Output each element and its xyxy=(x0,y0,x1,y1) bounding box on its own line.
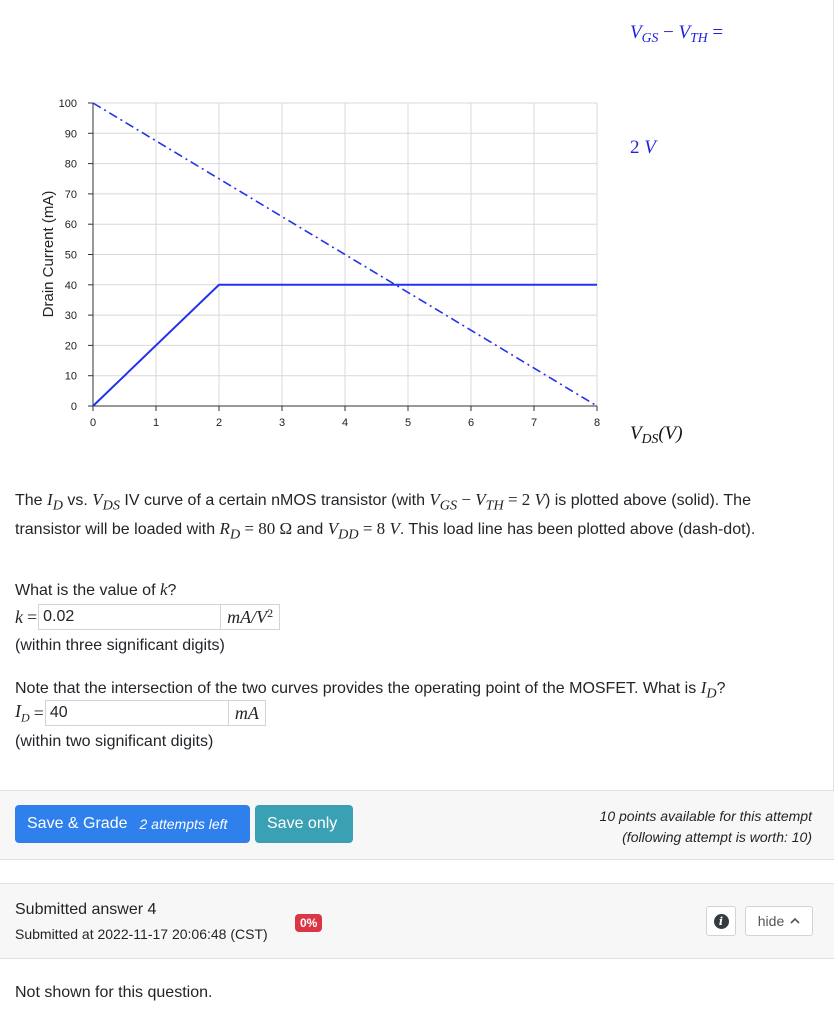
q2-prompt: Note that the intersection of the two curves provides the operating point of the MOSFET. What is $I_D$? xyxy=(15,678,726,702)
x-tick-label: 3 xyxy=(278,417,286,429)
y-axis-label: Drain Current (mA) xyxy=(40,190,57,318)
x-tick-label: 5 xyxy=(404,417,412,429)
q2-answer-row xyxy=(15,698,266,728)
submission-card xyxy=(0,883,834,1001)
score-badge: 0% xyxy=(295,914,322,932)
x-tick-label: 6 xyxy=(467,417,475,429)
chart-axes xyxy=(59,98,600,429)
x-tick-label: 4 xyxy=(341,417,349,429)
save-only-button[interactable]: Save only xyxy=(255,805,353,843)
attempts-left: 2 attempts left xyxy=(139,816,228,832)
id-input[interactable] xyxy=(45,700,229,726)
q1-prompt: What is the value of k? xyxy=(15,580,177,599)
submission-header xyxy=(0,884,834,959)
y-tick-label: 50 xyxy=(64,249,77,262)
x-tick-label: 7 xyxy=(530,417,538,429)
save-grade-button[interactable]: Save & Grade 2 attempts left xyxy=(15,805,250,843)
q1-var: k xyxy=(15,606,23,627)
q2-hint: (within two significant digits) xyxy=(15,733,214,750)
q1-answer-row xyxy=(15,602,280,632)
y-tick-label: 10 xyxy=(64,370,77,383)
curve-param-label: $V_{GS} - V_{TH}$ = xyxy=(630,22,724,45)
y-tick-label: 80 xyxy=(64,158,77,171)
submission-time: Submitted at 2022-11-17 20:06:48 (CST) xyxy=(15,926,268,942)
x-tick-label: 0 xyxy=(89,417,97,429)
problem-description: The $I_D$ vs. $V_{DS}$ IV curve of a certain nMOS transistor (with $V_{GS} - V_{TH} = 2$ V) is plotted above (solid). The transistor will be loaded with $R_D = 80$ Ω and $V_{DD} = 8$ V. This load line has been plotted above (dash-dot). xyxy=(15,490,756,543)
y-tick-label: 60 xyxy=(64,219,77,232)
y-tick-label: 70 xyxy=(64,188,77,201)
k-input[interactable] xyxy=(38,604,221,630)
submission-title: Submitted answer 4 xyxy=(15,901,157,918)
hide-button[interactable]: hide xyxy=(745,906,813,936)
curve-value-label: 2 V xyxy=(630,137,656,158)
y-tick-label: 20 xyxy=(64,340,77,353)
y-tick-label: 30 xyxy=(64,310,77,323)
x-tick-label: 8 xyxy=(593,417,601,429)
x-tick-label: 2 xyxy=(215,417,223,429)
y-tick-label: 40 xyxy=(64,279,77,292)
iv-chart xyxy=(0,0,838,460)
q1-hint: (within three significant digits) xyxy=(15,637,225,654)
points-info: 10 points available for this attempt (following attempt is worth: 10) xyxy=(599,808,812,845)
info-button[interactable] xyxy=(706,906,736,936)
q2-eq: = xyxy=(33,702,44,723)
y-tick-label: 0 xyxy=(70,401,77,413)
submission-body: Not shown for this question. xyxy=(15,984,213,1001)
k-unit: mA/V $^2$ xyxy=(221,604,280,630)
y-tick-label: 90 xyxy=(64,128,77,141)
question-footer xyxy=(0,790,834,860)
chevron-up-icon xyxy=(790,917,800,925)
q2-var: $I_D$ xyxy=(15,700,30,725)
info-icon: i xyxy=(714,914,729,929)
y-tick-label: 100 xyxy=(58,98,77,110)
x-axis-label: $V_{DS}(V)$ xyxy=(630,423,683,446)
x-tick-label: 1 xyxy=(152,417,160,429)
id-unit: mA xyxy=(229,700,266,726)
q1-eq: = xyxy=(27,606,38,627)
